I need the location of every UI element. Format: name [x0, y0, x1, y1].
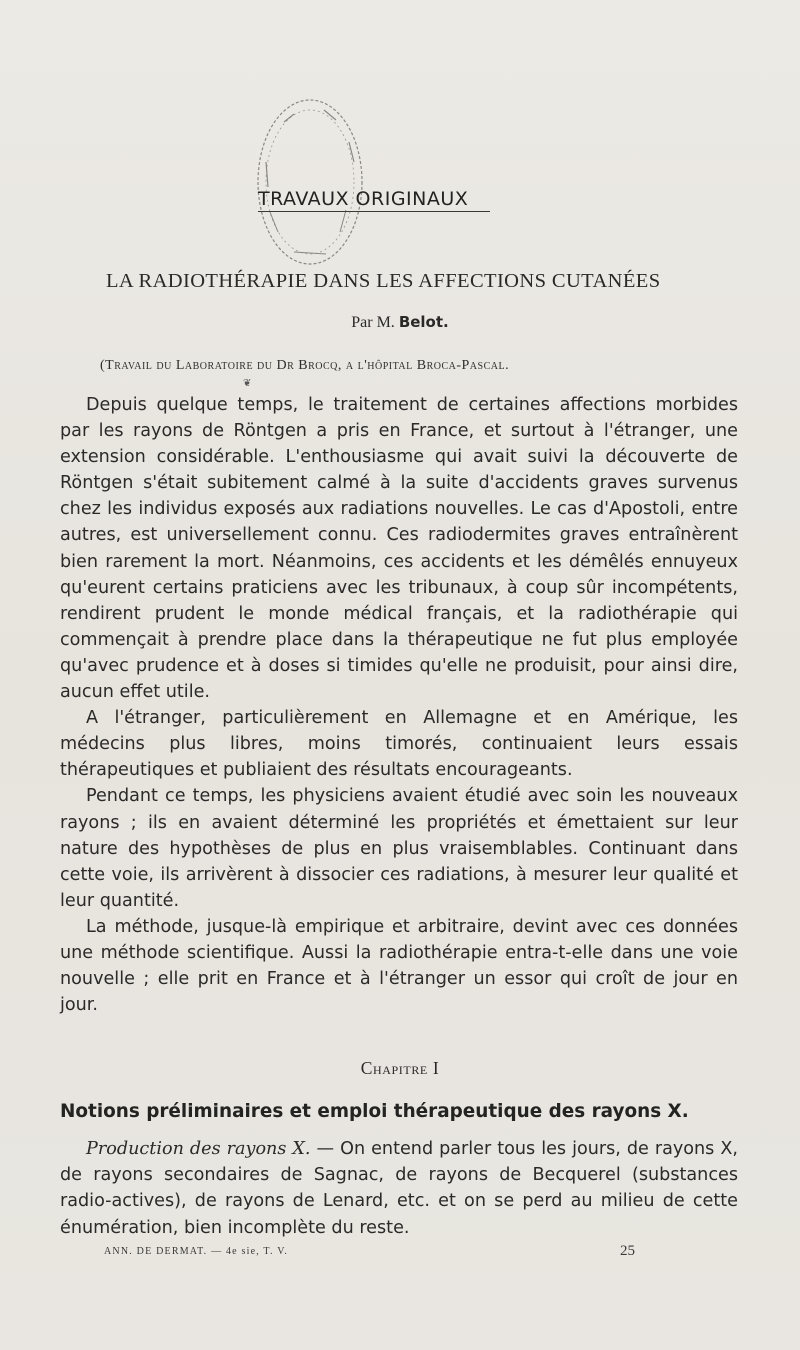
- paragraph: Pendant ce temps, les physiciens avaient étudié avec soin les nouveaux rayons ; ils en avaient déterminé les propriétés et émettaient sur leur nature des hypothèses de plus en plus vraisemblables. Continuant dans cette voie, ils arrivèrent à dissocier ces radiations, à mesurer leur qualité et leur quantité.: [60, 786, 738, 911]
- paragraph: A l'étranger, particulièrement en Allemagne et en Amérique, les médecins plus libres, moins timorés, continuaient leurs essais thérapeutiques et publiaient des résultats encourageants.: [60, 708, 738, 781]
- author-prefix: Par M.: [351, 314, 395, 331]
- paragraph: [60, 1136, 738, 1241]
- paragraph: La méthode, jusque-là empirique et arbitraire, devint avec ces données une méthode scientifique. Aussi la radiothérapie entra-t-elle dans une voie nouvelle ; elle prit en France et à l'étranger un essor qui croît de jour en jour.: [60, 916, 738, 1016]
- library-stamp: [254, 92, 372, 282]
- author-name: Belot.: [398, 313, 449, 331]
- body-text: [60, 392, 738, 1018]
- lead-text: — On entend parler tous les jours, de rayons X, de rayons secondaires de Sagnac, de rayons de Becquerel (substances radio-actives), de rayons de Lenard, etc. et on se perd au milieu de cette énumération, bien incomplète du reste.: [60, 1139, 738, 1238]
- laboratory-line: (Travail du Laboratoire du Dr Brocq, a l'hôpital Broca-Pascal.: [100, 358, 510, 373]
- section-label: TRAVAUX ORIGINAUX: [258, 188, 490, 212]
- paragraph: Depuis quelque temps, le traitement de certaines affections morbides par les rayons de Röntgen a pris en France, et surtout à l'étranger, une extension considérable. L'enthousiasme qui avait suivi la découverte de Röntgen s'était subitement calmé à la suite d'accidents graves survenus chez les individus exposés aux radiations nouvelles. Le cas d'Apostoli, entre autres, est universellement connu. Ces radiodermites graves entraînèrent bien rarement la mort. Néanmoins, ces accidents et les démêlés ennuyeux qu'eurent certains praticiens avec les tribunaux, à coup sûr incompétents, rendirent prudent le monde médical français, et la radiothérapie qui commençait à prendre place dans la thérapeutique ne fut plus employée qu'avec prudence et à doses si timides qu'elle ne produisit, pour ainsi dire, aucun effet utile.: [60, 395, 738, 703]
- chapter-heading: Chapitre I: [360, 1058, 440, 1078]
- ornament-mark: ❦: [243, 378, 252, 389]
- chapter-body: [60, 1136, 738, 1241]
- page-number: 25: [620, 1243, 635, 1259]
- chapter-subtitle: Notions préliminaires et emploi thérapeutique des rayons X.: [60, 1101, 689, 1122]
- article-title: LA RADIOTHÉRAPIE DANS LES AFFECTIONS CUTANÉES: [106, 270, 661, 292]
- italic-lead: Production des rayons X.: [86, 1139, 311, 1159]
- journal-reference: ANN. DE DERMAT. — 4e sie, T. V.: [104, 1246, 289, 1257]
- author-line: [0, 313, 800, 332]
